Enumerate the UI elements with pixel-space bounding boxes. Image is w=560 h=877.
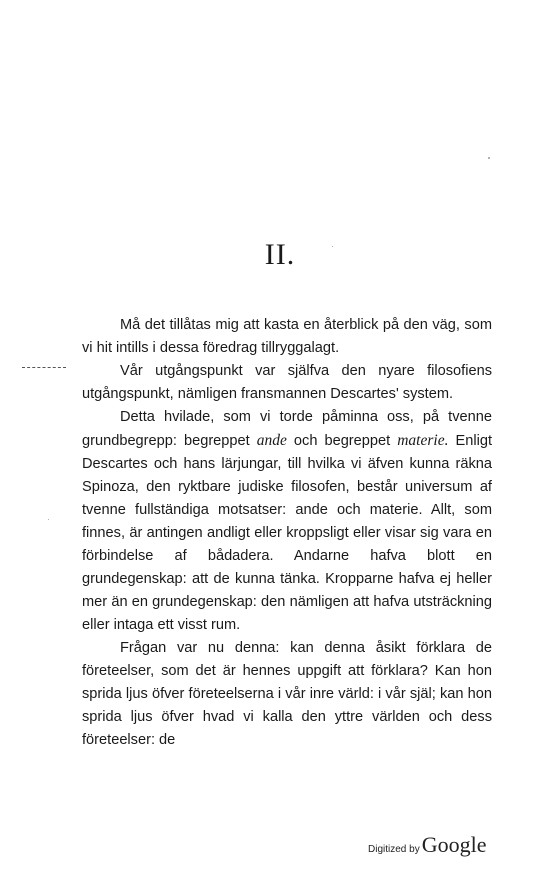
italic-term-materie: materie.: [397, 432, 449, 449]
digitized-label: Digitized by: [368, 844, 420, 855]
paragraph: [82, 314, 492, 360]
margin-pencil-mark: [22, 367, 66, 369]
italic-term-ande: ande: [256, 432, 287, 449]
text-segment: och begreppet: [286, 433, 398, 449]
text-segment: Frågan var nu denna: kan denna åsikt förklara de företeelser, som det är hennes uppgift att förklara? Kan hon sprida ljus öfver företeelserna i vår inre värld: i vår själ; kan hon sprida ljus öfver hvad vi kalla den yttre världen och dess företeelser: de: [82, 640, 492, 748]
paragraph: [82, 360, 492, 406]
google-logo: Google: [421, 832, 487, 857]
text-segment: Detta hvilade, som vi torde påminna oss, på tvenne grundbegrepp: begreppet: [82, 409, 492, 449]
body-text: [82, 314, 492, 752]
scan-speck: [488, 157, 490, 159]
chapter-heading: II.: [264, 238, 296, 271]
digitization-watermark: [368, 832, 486, 858]
scan-speck: [48, 519, 49, 520]
text-segment: Enligt Descartes och hans lärjungar, till hvilka vi äfven kunna räkna Spinoza, den ryktbare judiske filosofen, består universum af tvenne fullständiga motsatser: ande och materie. Allt, som finnes, är antingen andligt eller kroppsligt eller visar sig vara en förbindelse af bådadera. Andarne hafva blott en grundegenskap: att de kunna tänka. Kropparne hafva ej heller mer än en grundegenskap: den nämligen att hafva utsträckning eller intaga ett visst rum.: [82, 433, 493, 633]
paragraph: [82, 406, 492, 637]
scan-speck: [332, 246, 333, 247]
paragraph: [82, 637, 492, 752]
text-segment: Må det tillåtas mig att kasta en återblick på den väg, som vi hit intills i dessa föredrag tillryggalagt.: [82, 317, 492, 356]
text-segment: Vår utgångspunkt var själfva den nyare filosofiens utgångspunkt, nämligen fransmannen Descartes' system.: [82, 363, 492, 402]
